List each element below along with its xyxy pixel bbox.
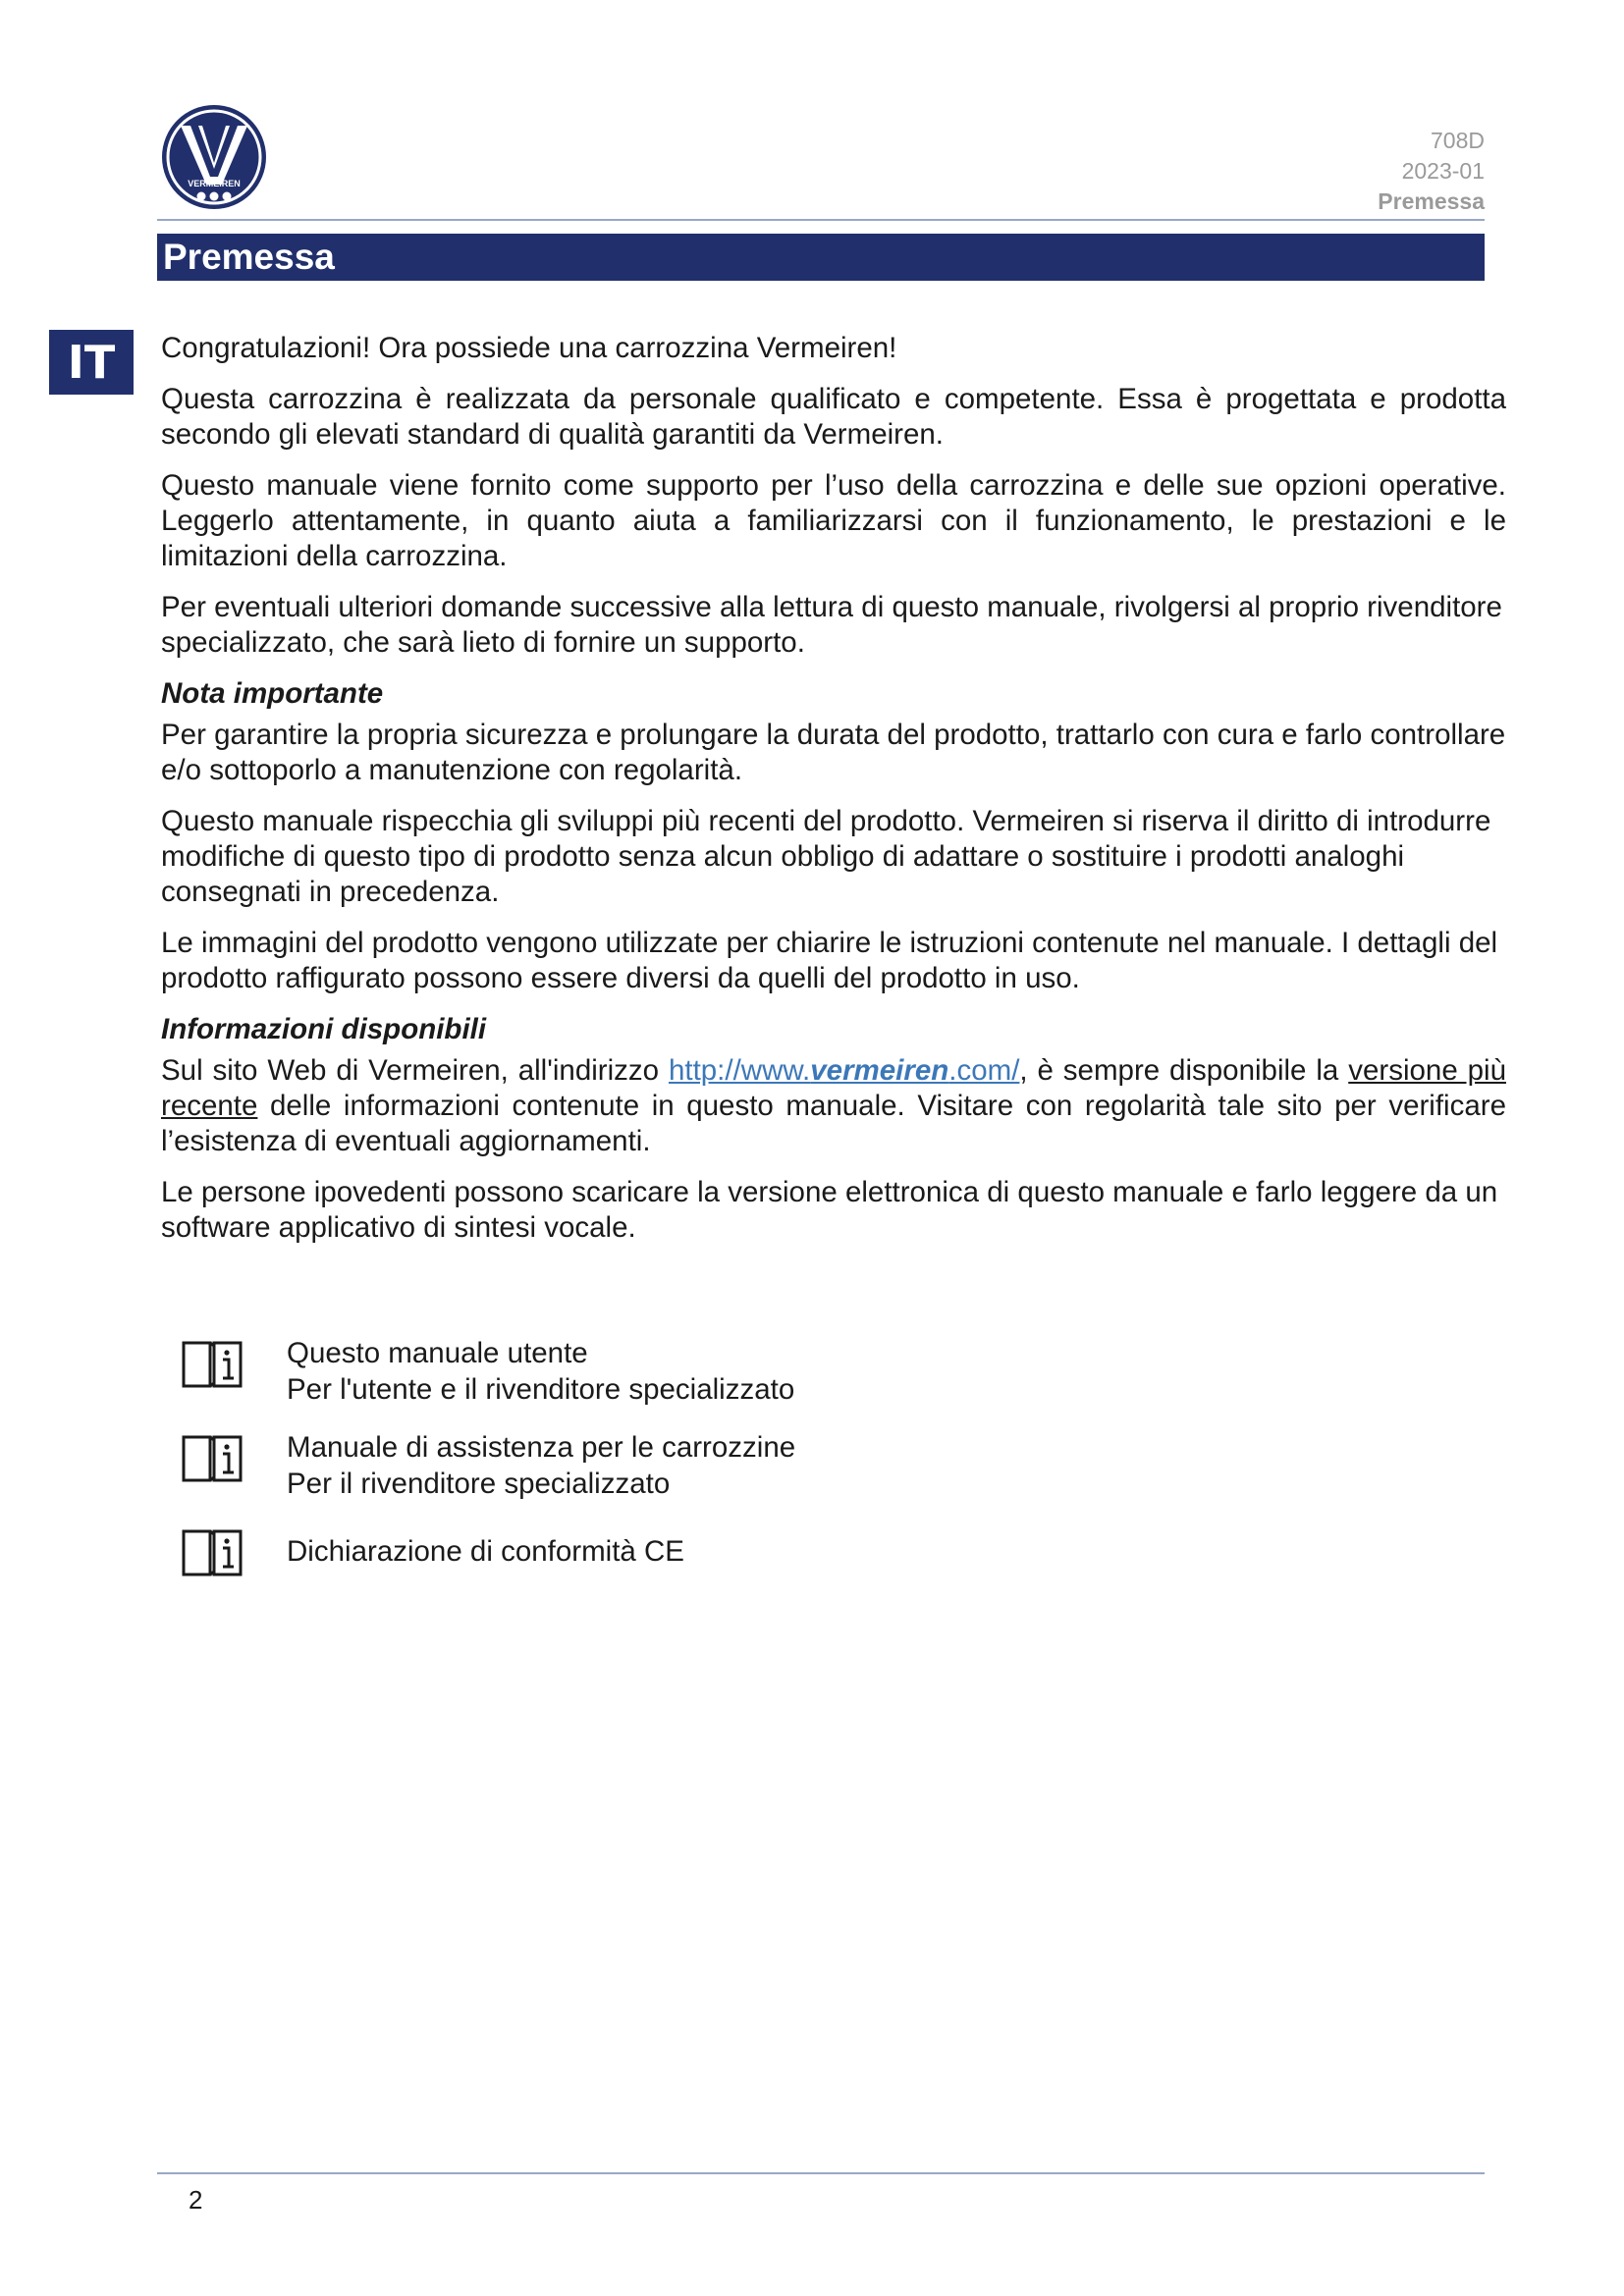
svg-text:VERMEIREN: VERMEIREN — [188, 179, 241, 188]
document-audience: Per l'utente e il rivenditore specializzato — [287, 1373, 795, 1406]
manual-info-icon — [181, 1525, 244, 1580]
header-section-label: Premessa — [1378, 188, 1485, 214]
document-meta — [1378, 126, 1485, 217]
text-segment: delle informazioni contenute in questo manuale. Visitare con regolarità tale sito per verificare l’esistenza di eventuali aggiornamenti. — [161, 1090, 1506, 1157]
manual-info-icon — [181, 1431, 244, 1486]
paragraph: Questa carrozzina è realizzata da personale qualificato e competente. Essa è progettata e prodotta secondo gli elevati standard di qualità garantiti da Vermeiren. — [161, 383, 1506, 451]
section-title-bar — [157, 234, 1485, 281]
document-item — [181, 1523, 1064, 1618]
paragraph-website — [161, 1053, 1506, 1159]
link-suffix: .com/ — [948, 1054, 1020, 1087]
document-text — [287, 1533, 684, 1570]
paragraph: Le persone ipovedenti possono scaricare la versione elettronica di questo manuale e farlo leggere da un software applicativo di sintesi vocale. — [161, 1176, 1498, 1244]
paragraph: Questo manuale rispecchia gli sviluppi più recenti del prodotto. Vermeiren si riserva il diritto di introdurre modifiche di questo tipo di prodotto senza alcun obbligo di adattare o sostituire i prodotti analoghi consegnati in precedenza. — [161, 805, 1491, 908]
intro-paragraph: Congratulazioni! Ora possiede una carrozzina Vermeiren! — [161, 332, 897, 364]
document-item — [181, 1335, 1064, 1429]
document-title: Questo manuale utente — [287, 1337, 588, 1369]
heading-important-note: Nota importante — [161, 677, 384, 710]
underlined-text: versione più recente — [161, 1054, 1506, 1122]
document-text — [287, 1429, 795, 1502]
page-number: 2 — [189, 2185, 203, 2215]
paragraph: Per eventuali ulteriori domande successive alla lettura di questo manuale, rivolgersi al proprio rivenditore specializzato, che sarà lieto di fornire un supporto. — [161, 591, 1502, 659]
paragraph: Per garantire la propria sicurezza e prolungare la durata del prodotto, trattarlo con cura e farlo controllare e/o sottoporlo a manutenzione con regolarità. — [161, 719, 1506, 786]
manual-info-icon — [181, 1337, 244, 1392]
body-content — [161, 331, 1506, 1261]
section-title: Premessa — [163, 237, 335, 277]
header-divider — [157, 219, 1485, 221]
text-segment: , è sempre disponibile la — [1019, 1054, 1349, 1087]
document-audience: Per il rivenditore specializzato — [287, 1468, 671, 1500]
website-link[interactable] — [669, 1054, 1019, 1087]
document-title: Manuale di assistenza per le carrozzine — [287, 1431, 796, 1464]
paragraph: Questo manuale viene fornito come supporto per l’uso della carrozzina e delle sue opzioni operative. Leggerlo attentamente, in quanto aiuta a familiarizzarsi con il funzionamento, le prestazioni e le limitazioni della carrozzina. — [161, 469, 1506, 572]
vermeiren-logo — [159, 102, 269, 212]
text-segment: Sul sito Web di Vermeiren, all'indirizzo — [161, 1054, 669, 1087]
heading-available-info: Informazioni disponibili — [161, 1013, 487, 1045]
related-documents-list — [181, 1335, 1064, 1618]
doc-code: 708D — [1431, 128, 1485, 153]
document-item — [181, 1429, 1064, 1523]
document-text — [287, 1335, 794, 1408]
language-badge: IT — [49, 330, 134, 395]
link-brand: vermeiren — [810, 1054, 949, 1087]
doc-date: 2023-01 — [1401, 158, 1485, 184]
paragraph: Le immagini del prodotto vengono utilizzate per chiarire le istruzioni contenute nel manuale. I dettagli del prodotto raffigurato possono essere diversi da quelli del prodotto in uso. — [161, 927, 1498, 994]
link-prefix: http://www. — [668, 1054, 811, 1087]
document-title: Dichiarazione di conformità CE — [287, 1535, 684, 1568]
footer-divider — [157, 2172, 1485, 2174]
